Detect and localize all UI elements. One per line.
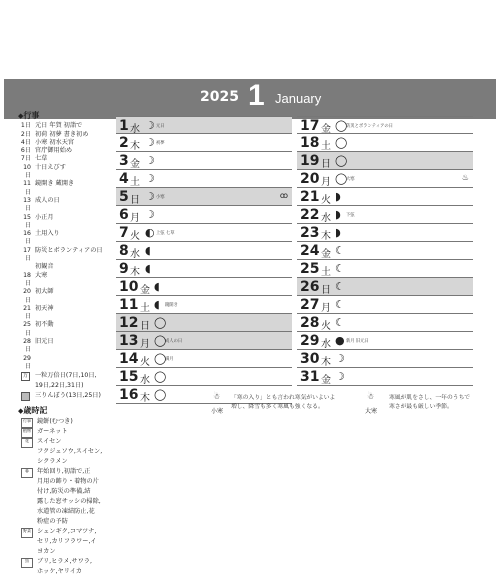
events-heading: ◆行事	[18, 111, 40, 120]
moon-phase-icon: ●	[335, 334, 345, 347]
weekday-label: 火	[140, 357, 150, 368]
event-item: 16日 土用入り	[23, 230, 60, 246]
day-number: 15	[119, 369, 139, 385]
weekday-label: 水	[321, 339, 331, 350]
day-note: 元日	[156, 124, 165, 129]
seasonal-list	[18, 418, 110, 578]
day-row	[297, 332, 473, 350]
seasonal-item: 露した窓サッシの掃除,	[37, 497, 101, 505]
weekday-label: 土	[321, 141, 331, 152]
weekday-label: 日	[140, 321, 150, 332]
diamond-icon: ◆	[18, 407, 24, 416]
moon-phase-icon: ☽	[335, 370, 345, 383]
day-number: 23	[300, 225, 320, 241]
legend-ichiryu-cont: 19日,22日,31日)	[35, 382, 84, 390]
day-row	[297, 296, 473, 314]
day-row	[297, 314, 473, 332]
weekday-label: 月	[321, 303, 331, 314]
moon-phase-icon: ◖	[145, 262, 151, 275]
seasonal-item: 花 スイセン	[18, 438, 110, 448]
day-row	[297, 224, 473, 242]
day-number: 11	[119, 297, 139, 313]
moon-phase-icon: ☾	[335, 316, 345, 329]
day-row	[116, 224, 292, 242]
seasonal-heading: ◆歳時記	[18, 406, 48, 416]
day-number: 25	[300, 261, 320, 277]
event-item: 11日 鏡開き 蔵開き	[23, 180, 75, 196]
day-row	[116, 188, 292, 206]
footer-right-label: 大寒	[365, 408, 378, 415]
moon-phase-icon: ◐	[145, 226, 155, 239]
seasonal-item: シクラメン	[37, 457, 68, 465]
day-row	[297, 206, 473, 224]
event-item: 21日 初天神	[23, 304, 54, 321]
season-figure-icon: ꝏ	[279, 191, 288, 200]
day-row	[297, 188, 473, 206]
seasonal-item: フクジュソウ,スイセン,	[37, 447, 103, 455]
weekday-label: 月	[321, 177, 331, 188]
day-note: 初夢	[156, 141, 165, 146]
moon-phase-icon: ◯	[335, 172, 348, 185]
day-number: 19	[300, 153, 320, 169]
weekday-label: 水	[130, 249, 140, 260]
day-number: 6	[119, 207, 129, 223]
day-number: 1	[119, 118, 129, 134]
moon-phase-icon: ☽	[145, 190, 155, 203]
event-item: 7日 七草	[20, 155, 48, 163]
moon-phase-icon: ◗	[335, 190, 341, 203]
weekday-label: 火	[321, 195, 331, 206]
event-item: 25日 初不動	[23, 321, 54, 337]
moon-phase-icon: ☽	[145, 172, 155, 185]
event-item: 29日	[23, 354, 31, 370]
day-note: 新月 旧元日	[346, 339, 369, 344]
snowman-icon: ☃	[213, 392, 221, 401]
month-number: 1	[248, 79, 265, 112]
moon-phase-icon: ◯	[154, 370, 167, 383]
seasonal-item: 魚 ブリ,ヒラメ,サワラ,	[18, 558, 110, 568]
event-item: 6日 官庁御用始め	[20, 147, 73, 155]
day-number: 13	[119, 333, 139, 349]
day-note: 小寒	[156, 195, 165, 200]
moon-phase-icon: ☾	[335, 280, 345, 293]
day-number: 29	[300, 333, 320, 349]
seasonal-item: 野菜 シュンギク,コマツナ,	[18, 528, 110, 538]
day-note: 成人の日	[165, 339, 183, 344]
moon-phase-icon: ◖	[154, 280, 160, 293]
event-item: 1日 元日 年賀 初詣で	[20, 122, 83, 130]
seasonal-item: 植物 ガーネット	[18, 428, 110, 438]
moon-phase-icon: ◯	[154, 316, 167, 329]
weekday-label: 金	[321, 124, 331, 135]
moon-phase-icon: ◯	[335, 154, 348, 167]
moon-phase-icon: ◯	[335, 136, 348, 149]
weekday-label: 木	[130, 267, 140, 278]
season-footer	[211, 392, 489, 424]
footer-left-label: 小寒	[211, 408, 224, 415]
day-number: 26	[300, 279, 320, 295]
day-number: 20	[300, 171, 320, 187]
event-item: 初観音	[35, 263, 54, 271]
legend-fill-icon	[21, 392, 30, 401]
day-row	[116, 116, 292, 134]
weekday-label: 水	[321, 213, 331, 224]
day-row	[297, 134, 473, 152]
weekday-label: 土	[130, 177, 140, 188]
day-number: 31	[300, 369, 320, 385]
moon-phase-icon: ☽	[145, 154, 155, 167]
footer-right-text-2: 寒さが最も厳しい季節。	[389, 404, 453, 410]
seasonal-item: 月用の飾り・着物の片	[37, 477, 99, 485]
day-number: 28	[300, 315, 320, 331]
weekday-label: 火	[321, 321, 331, 332]
legend-box-icon: 万	[22, 373, 28, 380]
moon-phase-icon: ☽	[145, 136, 155, 149]
day-number: 22	[300, 207, 320, 223]
day-number: 9	[119, 261, 129, 277]
day-row	[116, 350, 292, 368]
year-label: 2025	[200, 89, 239, 105]
day-number: 30	[300, 351, 320, 367]
day-number: 27	[300, 297, 320, 313]
moon-phase-icon: ☾	[335, 298, 345, 311]
day-row	[297, 170, 473, 188]
event-item: 10日 十日えびす	[23, 163, 66, 180]
day-number: 4	[119, 171, 129, 187]
weekday-label: 日	[321, 285, 331, 296]
event-item: 17日 防災とボランティアの日	[23, 246, 103, 263]
sidebar	[18, 112, 110, 578]
moon-phase-icon: ☾	[335, 262, 345, 275]
weekday-label: 木	[130, 141, 140, 152]
moon-phase-icon: ◖	[154, 298, 160, 311]
day-note: 満月	[165, 357, 174, 362]
seasonal-item: ホッケ,ヤリイカ	[37, 567, 82, 575]
day-note: 鏡開き	[165, 303, 178, 308]
day-row	[116, 278, 292, 296]
weekday-label: 月	[140, 339, 150, 350]
snow-figure-icon: ☃	[367, 392, 375, 401]
day-number: 8	[119, 243, 129, 259]
day-row	[297, 278, 473, 296]
day-row	[116, 242, 292, 260]
day-number: 10	[119, 279, 139, 295]
seasonal-item: ヨカン	[37, 547, 56, 555]
weekday-label: 水	[140, 375, 150, 386]
weekday-label: 木	[321, 231, 331, 242]
seasonal-item: 粉症の予防	[37, 517, 68, 525]
weekday-label: 金	[321, 249, 331, 260]
event-item: 4日 小寒 初水天宮	[20, 138, 75, 146]
event-item: 13日 成人の日	[23, 196, 60, 213]
weekday-label: 火	[130, 231, 140, 242]
event-item: 28日 旧元日	[23, 338, 54, 354]
day-row	[297, 368, 473, 386]
weekday-label: 金	[140, 285, 150, 296]
day-number: 14	[119, 351, 139, 367]
day-row	[116, 332, 292, 350]
footer-left-text-1: 「寒の入り」とも言われ寒気がいよいよ	[231, 395, 336, 401]
footer-left-text-2: 増し、降雪も多く寒風も強くなる。	[231, 404, 324, 410]
legend-sanrinbo: 三りんぼう(13日,25日)	[18, 392, 110, 401]
day-number: 21	[300, 189, 320, 205]
days-column-left	[116, 116, 292, 404]
day-number: 5	[119, 189, 129, 205]
day-row	[297, 350, 473, 368]
moon-phase-icon: ☽	[145, 208, 155, 221]
weekday-label: 木	[140, 393, 150, 404]
month-english: January	[275, 91, 322, 106]
day-row	[297, 242, 473, 260]
day-number: 2	[119, 135, 129, 151]
weekday-label: 日	[130, 195, 140, 206]
diamond-icon: ◆	[18, 112, 24, 120]
day-note: 大寒	[346, 177, 355, 182]
weekday-label: 日	[321, 159, 331, 170]
moon-phase-icon: ◯	[154, 352, 167, 365]
weekday-label: 土	[321, 267, 331, 278]
seasonal-item: 行事 鏡餅(むつき)	[18, 418, 110, 428]
day-number: 16	[119, 387, 139, 403]
moon-phase-icon: ☽	[145, 119, 155, 132]
day-row	[297, 116, 473, 134]
weekday-label: 月	[130, 213, 140, 224]
moon-phase-icon: ◗	[335, 208, 341, 221]
moon-phase-icon: ☽	[335, 352, 345, 365]
weekday-label: 金	[321, 375, 331, 386]
day-number: 17	[300, 118, 320, 134]
day-row	[116, 314, 292, 332]
seasonal-item: 暮 年始回り,初詣で,正	[18, 468, 110, 478]
moon-phase-icon: ◗	[335, 226, 341, 239]
weekday-label: 木	[321, 357, 331, 368]
day-note: 防災とボランティアの日	[346, 124, 393, 129]
events-list	[18, 122, 110, 371]
day-note: 下弦	[346, 213, 355, 218]
season-figure-icon: ♨	[461, 173, 469, 182]
day-row	[116, 260, 292, 278]
moon-phase-icon: ◯	[154, 334, 167, 347]
legend-ichiryu: 万 一粒万倍日(7日,10日,	[22, 372, 97, 380]
day-number: 7	[119, 225, 129, 241]
day-row	[116, 368, 292, 386]
weekday-label: 土	[140, 303, 150, 314]
day-number: 12	[119, 315, 139, 331]
day-row	[116, 152, 292, 170]
day-row	[116, 296, 292, 314]
moon-phase-icon: ◯	[335, 119, 348, 132]
moon-phase-icon: ◯	[154, 388, 167, 401]
day-row	[297, 260, 473, 278]
day-number: 18	[300, 135, 320, 151]
event-item: 20日 初大師	[23, 288, 54, 304]
day-row	[116, 170, 292, 188]
days-column-right	[297, 116, 473, 386]
day-row	[116, 134, 292, 152]
day-note: 上弦 七草	[156, 231, 175, 236]
moon-phase-icon: ☾	[335, 244, 345, 257]
moon-phase-icon: ◖	[145, 244, 151, 257]
seasonal-item: 付け,防災の準備,結	[37, 487, 91, 495]
event-item: 15日 小正月	[23, 213, 54, 229]
footer-right-text-1: 寒風が肌をさし、一年のうちで	[389, 395, 471, 401]
seasonal-item: 水道管の凍結防止,花	[37, 507, 95, 515]
event-item: 18日 大寒	[23, 271, 48, 287]
weekday-label: 金	[130, 159, 140, 170]
day-row	[116, 206, 292, 224]
event-item: 2日 初荷 初夢 書き初め	[20, 130, 89, 138]
day-number: 24	[300, 243, 320, 259]
seasonal-item: セリ,カリフラワー,イ	[37, 537, 97, 545]
day-number: 3	[119, 153, 129, 169]
weekday-label: 水	[130, 124, 140, 135]
day-row	[297, 152, 473, 170]
